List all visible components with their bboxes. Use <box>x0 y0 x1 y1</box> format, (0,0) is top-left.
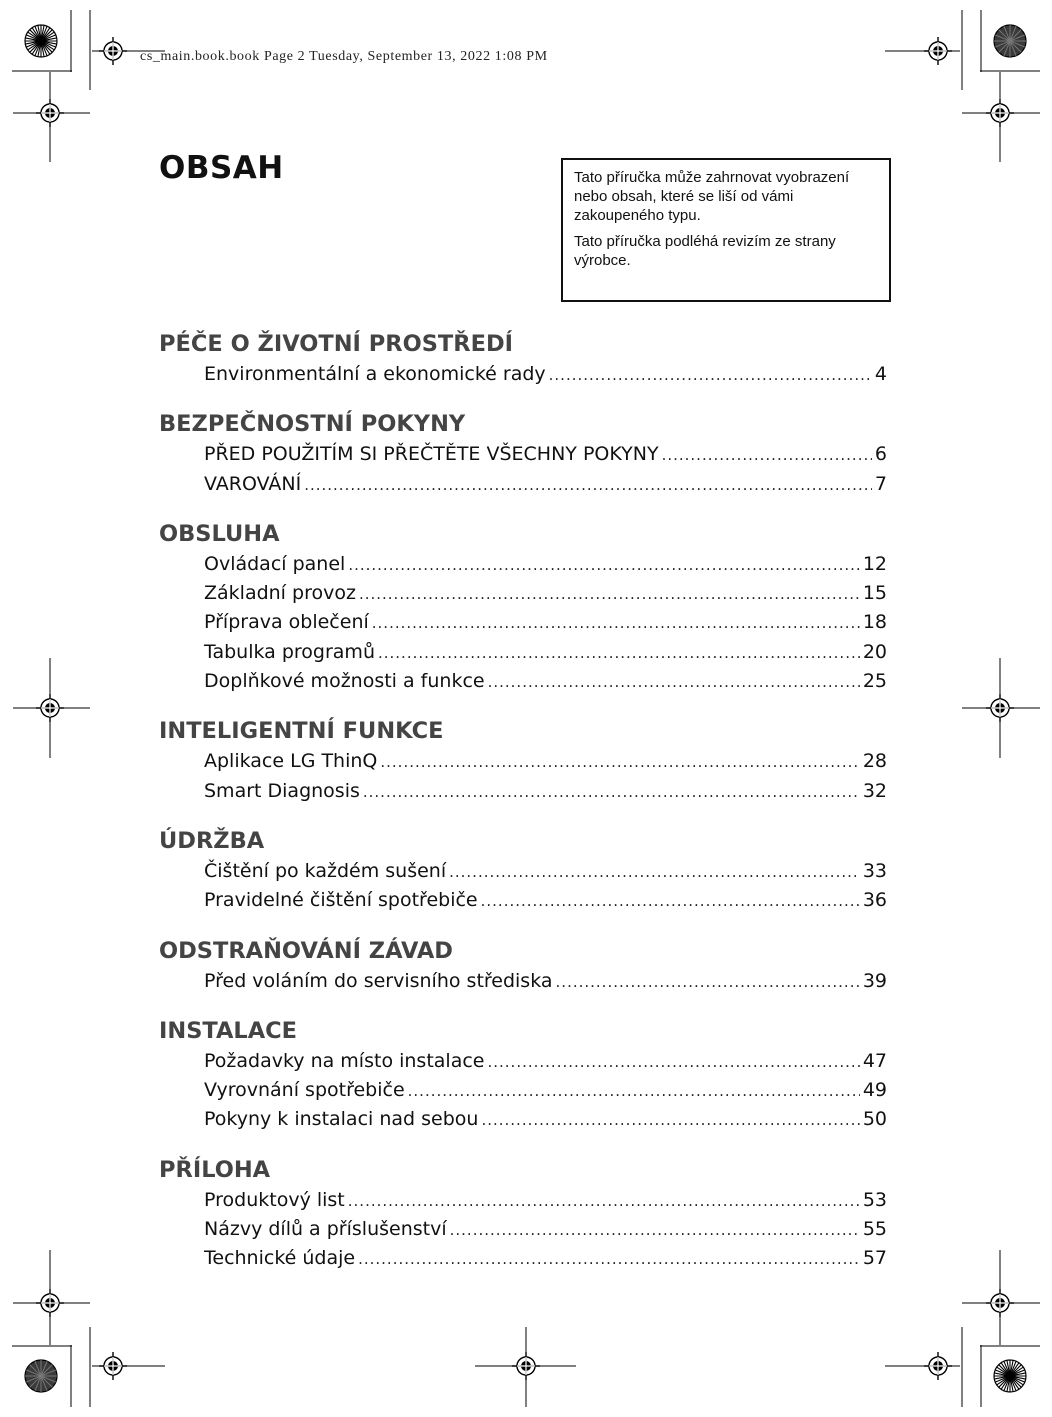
toc-entry[interactable] <box>204 579 887 608</box>
toc-entry[interactable] <box>204 967 887 996</box>
toc-entry-label: Aplikace LG ThinQ <box>204 750 378 773</box>
toc-entry-page-number: 36 <box>862 889 887 912</box>
dot-leader <box>481 887 860 916</box>
dot-leader <box>304 471 872 500</box>
toc-entry-label: Doplňkové možnosti a funkce <box>204 670 485 693</box>
dot-leader <box>363 778 860 807</box>
toc-section-title: ODSTRAŇOVÁNÍ ZÁVAD <box>159 937 453 964</box>
toc-entry-page-number: 50 <box>862 1108 887 1131</box>
toc-entry[interactable] <box>204 608 887 637</box>
toc-entry[interactable] <box>204 550 887 579</box>
toc-entry-label: PŘED POUŽITÍM SI PŘEČTĚTE VŠECHNY POKYNY <box>204 443 659 466</box>
dot-leader <box>549 361 872 390</box>
dot-leader <box>449 858 860 887</box>
toc-entry-page-number: 7 <box>874 472 887 495</box>
toc-entry-label: Pravidelné čištění spotřebiče <box>204 889 478 912</box>
toc-entry-label: Technické údaje <box>204 1247 356 1270</box>
toc-section <box>159 715 887 806</box>
notice-box <box>561 158 891 302</box>
toc-entry-page-number: 32 <box>862 779 887 802</box>
dot-leader <box>488 668 860 697</box>
toc-section-title: OBSLUHA <box>159 520 280 547</box>
toc-section <box>159 408 887 499</box>
toc-section <box>159 825 887 916</box>
table-of-contents <box>159 328 887 1293</box>
dot-leader <box>380 748 859 777</box>
toc-entry-label: Produktový list <box>204 1188 345 1211</box>
dot-leader <box>372 609 860 638</box>
toc-section <box>159 518 887 696</box>
dot-leader <box>359 580 860 609</box>
toc-entry-label: Ovládací panel <box>204 552 346 575</box>
toc-entry-label: Smart Diagnosis <box>204 779 360 802</box>
toc-entry-label: Pokyny k instalaci nad sebou <box>204 1108 479 1131</box>
toc-section-title: PŘÍLOHA <box>159 1156 271 1183</box>
toc-entry[interactable] <box>204 777 887 806</box>
toc-section <box>159 1015 887 1135</box>
dot-leader <box>348 1187 860 1216</box>
toc-entry[interactable] <box>204 1186 887 1215</box>
toc-entry-label: Tabulka programů <box>204 640 375 663</box>
toc-entry-page-number: 12 <box>862 552 887 575</box>
toc-entry-label: Čištění po každém sušení <box>204 859 447 882</box>
toc-entry[interactable] <box>204 857 887 886</box>
toc-entry[interactable] <box>204 1215 887 1244</box>
toc-entry[interactable] <box>204 470 887 499</box>
toc-section-title: INSTALACE <box>159 1017 298 1044</box>
page-title: OBSAH <box>159 150 284 186</box>
dot-leader <box>450 1216 860 1245</box>
toc-entry-page-number: 18 <box>862 611 887 634</box>
toc-entry[interactable] <box>204 440 887 469</box>
toc-entry-page-number: 4 <box>874 363 887 385</box>
dot-leader <box>348 551 860 580</box>
toc-entry-label: Základní provoz <box>204 582 356 605</box>
toc-section <box>159 935 887 996</box>
toc-entry-label: Environmentální a ekonomické rady <box>204 363 546 385</box>
toc-entry[interactable] <box>204 1047 887 1076</box>
toc-entry-page-number: 25 <box>862 670 887 693</box>
dot-leader <box>556 968 860 997</box>
toc-entry-page-number: 53 <box>862 1188 887 1211</box>
toc-entry[interactable] <box>204 747 887 776</box>
toc-entry-page-number: 15 <box>862 582 887 605</box>
toc-entry-page-number: 39 <box>862 969 887 992</box>
toc-entry-page-number: 47 <box>862 1049 887 1072</box>
toc-entry-page-number: 55 <box>862 1218 887 1241</box>
notice-paragraph: Tato příručka může zahrnovat vyobrazení nebo obsah, které se liší od vámi zakoupeného typu. <box>574 169 850 224</box>
toc-entry-label: VAROVÁNÍ <box>204 472 302 495</box>
toc-entry[interactable] <box>204 1076 887 1105</box>
toc-entry[interactable] <box>204 1105 887 1134</box>
dot-leader <box>481 1106 859 1135</box>
toc-entry[interactable] <box>204 638 887 667</box>
toc-section <box>159 1154 887 1274</box>
toc-entry-label: Před voláním do servisního střediska <box>204 969 553 992</box>
toc-entry-page-number: 49 <box>862 1079 887 1102</box>
dot-leader <box>662 441 872 470</box>
notice-paragraph: Tato příručka podléhá revizím ze strany výrobce. <box>574 233 836 269</box>
dot-leader <box>487 1048 859 1077</box>
toc-section <box>159 328 887 389</box>
toc-section-title: INTELIGENTNÍ FUNKCE <box>159 718 444 745</box>
toc-section-title: ÚDRŽBA <box>159 827 265 854</box>
toc-entry-page-number: 57 <box>862 1247 887 1270</box>
toc-entry-page-number: 28 <box>862 750 887 773</box>
toc-entry-page-number: 6 <box>874 443 887 466</box>
toc-entry-page-number: 20 <box>862 640 887 663</box>
dot-leader <box>408 1077 860 1106</box>
toc-entry-label: Vyrovnání spotřebiče <box>204 1079 405 1102</box>
toc-entry[interactable] <box>204 886 887 915</box>
print-header-info: cs_main.book.book Page 2 Tuesday, September 13, 2022 1:08 PM <box>140 49 548 64</box>
toc-section-title: BEZPEČNOSTNÍ POKYNY <box>159 411 466 438</box>
toc-entry[interactable] <box>204 360 887 389</box>
toc-section-title: PÉČE O ŽIVOTNÍ PROSTŘEDÍ <box>159 331 513 357</box>
toc-entry[interactable] <box>204 667 887 696</box>
toc-entry-label: Požadavky na místo instalace <box>204 1049 485 1072</box>
toc-entry[interactable] <box>204 1244 887 1273</box>
toc-entry-page-number: 33 <box>862 859 887 882</box>
dot-leader <box>378 639 860 668</box>
toc-entry-label: Příprava oblečení <box>204 611 369 634</box>
dot-leader <box>358 1245 860 1274</box>
toc-entry-label: Názvy dílů a příslušenství <box>204 1218 447 1241</box>
